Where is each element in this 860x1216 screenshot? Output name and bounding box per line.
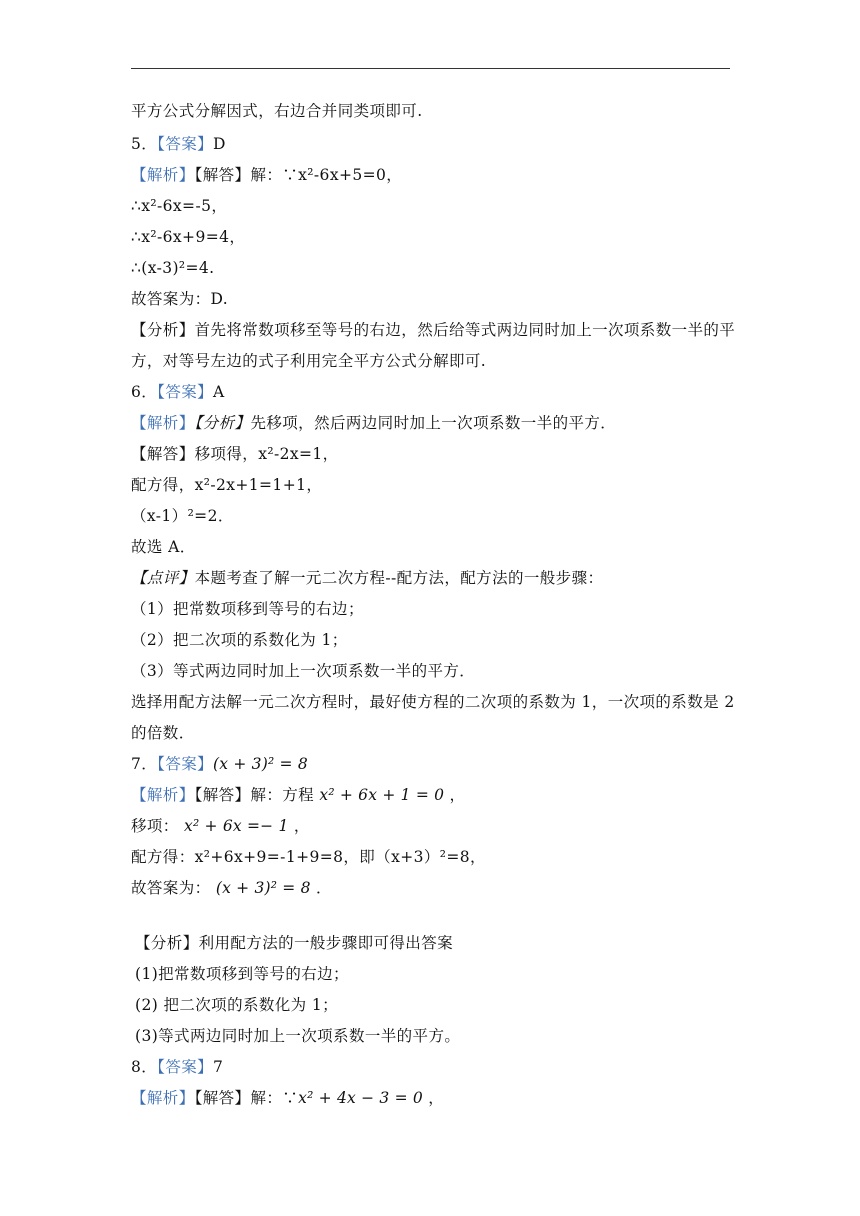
answer-value: D (213, 135, 226, 153)
text-line: 移项： x² + 6x =− 1 ， (131, 817, 310, 835)
header-rule (131, 68, 730, 69)
text-line: 【分析】首先将常数项移至等号的右边，然后给等式两边同时加上一次项系数一半的平 (131, 321, 736, 339)
text-line: 配方得，x²-2x+1=1+1， (131, 476, 323, 494)
comment-tag: 【点评】 (131, 569, 195, 587)
analysis-line: 【解析】【解答】解：∵x²-6x+5=0， (131, 166, 403, 184)
text-line: (3)等式两边同时加上一次项系数一半的平方。 (135, 1027, 461, 1045)
answer-line-8 (131, 1057, 223, 1077)
analysis-subtag: 【分析】 (194, 414, 251, 432)
comment-line: 【点评】本题考查了解一元二次方程--配方法，配方法的一般步骤： (131, 569, 604, 587)
equation: x² + 6x + 1 = 0 (319, 786, 445, 804)
text-line: （x-1）²=2． (131, 507, 234, 525)
answer-line-6 (131, 382, 225, 402)
text-line: 平方公式分解因式，右边合并同类项即可. (131, 102, 423, 120)
analysis-tag: 【解析】 (131, 414, 195, 432)
answer-tag: 【答案】 (157, 755, 214, 773)
answer-line-7 (131, 754, 308, 774)
analysis-tag: 【解析】 (131, 166, 195, 184)
answer-line-5 (131, 134, 226, 154)
text-line: 【分析】利用配方法的一般步骤即可得出答案 (135, 934, 454, 952)
text-line: 故答案为：D. (131, 290, 229, 308)
answer-value: A (213, 383, 225, 401)
text-line: ∴x²-6x+9=4， (131, 228, 246, 246)
text-line: 方，对等号左边的式子利用完全平方公式分解即可. (131, 352, 487, 370)
text-line: (2) 把二次项的系数化为 1； (135, 996, 339, 1014)
text-line: 【解答】移项得，x²-2x=1， (131, 445, 339, 463)
text-line: （3）等式两边同时加上一次项系数一半的平方． (131, 662, 476, 680)
text-line: (1)把常数项移到等号的右边； (135, 965, 349, 983)
question-number: 8． (131, 1058, 158, 1076)
answer-tag: 【答案】 (157, 383, 214, 401)
answer-value: 7 (213, 1058, 224, 1076)
analysis-line: 【解析】【分析】先移项，然后两边同时加上一次项系数一半的平方． (131, 414, 617, 432)
text-line: 的倍数． (131, 724, 195, 742)
text-line: 配方得：x²+6x+9=-1+9=8，即（x+3）²=8， (131, 848, 486, 866)
equation: x² + 4x − 3 = 0 (298, 1089, 423, 1107)
text-line: 选择用配方法解一元二次方程时，最好使方程的二次项的系数为 1，一次项的系数是 2 (131, 693, 735, 711)
text-line: （1）把常数项移到等号的右边； (131, 600, 364, 618)
question-number: 6． (131, 383, 158, 401)
equation: x² + 6x =− 1 (184, 817, 289, 835)
answer-equation: (x + 3)² = 8 (213, 755, 308, 773)
text-line: 故选 A． (131, 538, 196, 556)
analysis-tag: 【解析】 (131, 786, 195, 804)
text-line: ∴(x-3)²=4. (131, 259, 215, 277)
analysis-tag: 【解析】 (131, 1089, 195, 1107)
question-number: 5． (131, 135, 158, 153)
answer-tag: 【答案】 (157, 1058, 214, 1076)
text-line: 故答案为： (x + 3)² = 8 ． (131, 879, 332, 897)
analysis-line: 【解析】【解答】解：方程 x² + 6x + 1 = 0 ， (131, 786, 466, 804)
equation: (x + 3)² = 8 (215, 879, 311, 897)
answer-tag: 【答案】 (157, 135, 214, 153)
analysis-line: 【解析】【解答】解：∵x² + 4x − 3 = 0 ， (131, 1089, 445, 1107)
text-line: ∴x²-6x=-5， (131, 197, 228, 215)
text-line: （2）把二次项的系数化为 1； (131, 631, 348, 649)
question-number: 7． (131, 755, 158, 773)
